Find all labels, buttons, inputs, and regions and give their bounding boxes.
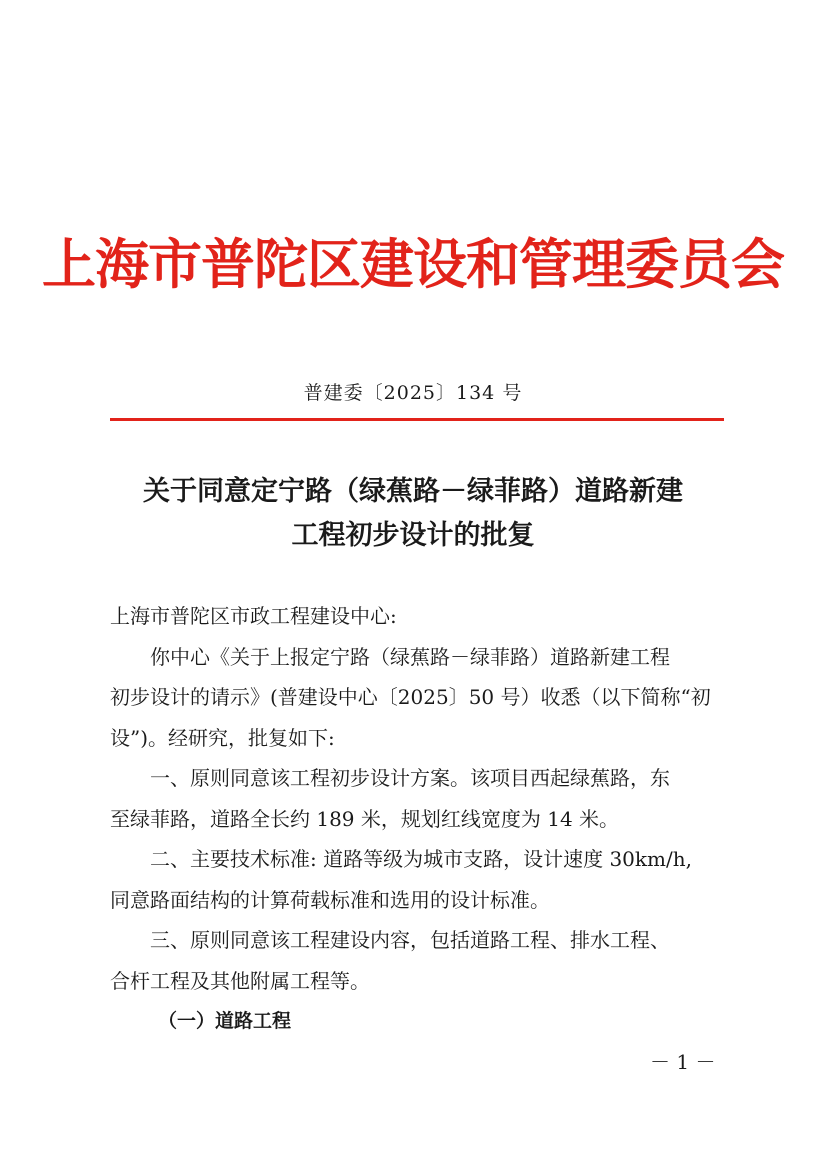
addressee: 上海市普陀区市政工程建设中心: <box>110 604 397 628</box>
issuing-organization-header: 上海市普陀区建设和管理委员会 <box>42 232 784 296</box>
document-title-line-1: 关于同意定宁路（绿蕉路－绿菲路）道路新建 <box>143 476 683 507</box>
red-divider-line <box>110 418 724 421</box>
document-number: 普建委〔2025〕134 号 <box>303 382 523 404</box>
body-line: 一、原则同意该工程初步设计方案。该项目西起绿蕉路，东 <box>150 766 670 790</box>
body-line: 至绿菲路，道路全长约 189 米，规划红线宽度为 14 米。 <box>110 806 620 831</box>
body-line: 合杆工程及其他附属工程等。 <box>110 968 370 993</box>
document-body <box>110 596 724 1042</box>
body-line: 同意路面结构的计算荷载标准和选用的设计标准。 <box>110 887 550 912</box>
document-title <box>100 470 726 558</box>
document-title-line-2: 工程初步设计的批复 <box>291 520 535 551</box>
body-line: 设”)。经研究，批复如下: <box>110 725 335 750</box>
body-line: 你中心《关于上报定宁路（绿蕉路－绿菲路）道路新建工程 <box>150 644 670 669</box>
page-number: － 1 － <box>650 1050 716 1074</box>
section-subheading: （一）道路工程 <box>158 1010 292 1032</box>
body-line: 初步设计的请示》(普建设中心〔2025〕50 号）收悉（以下简称“初 <box>110 685 711 709</box>
body-line: 三、原则同意该工程建设内容，包括道路工程、排水工程、 <box>150 928 670 952</box>
body-line: 二、主要技术标准: 道路等级为城市支路，设计速度 30km/h, <box>150 847 692 871</box>
